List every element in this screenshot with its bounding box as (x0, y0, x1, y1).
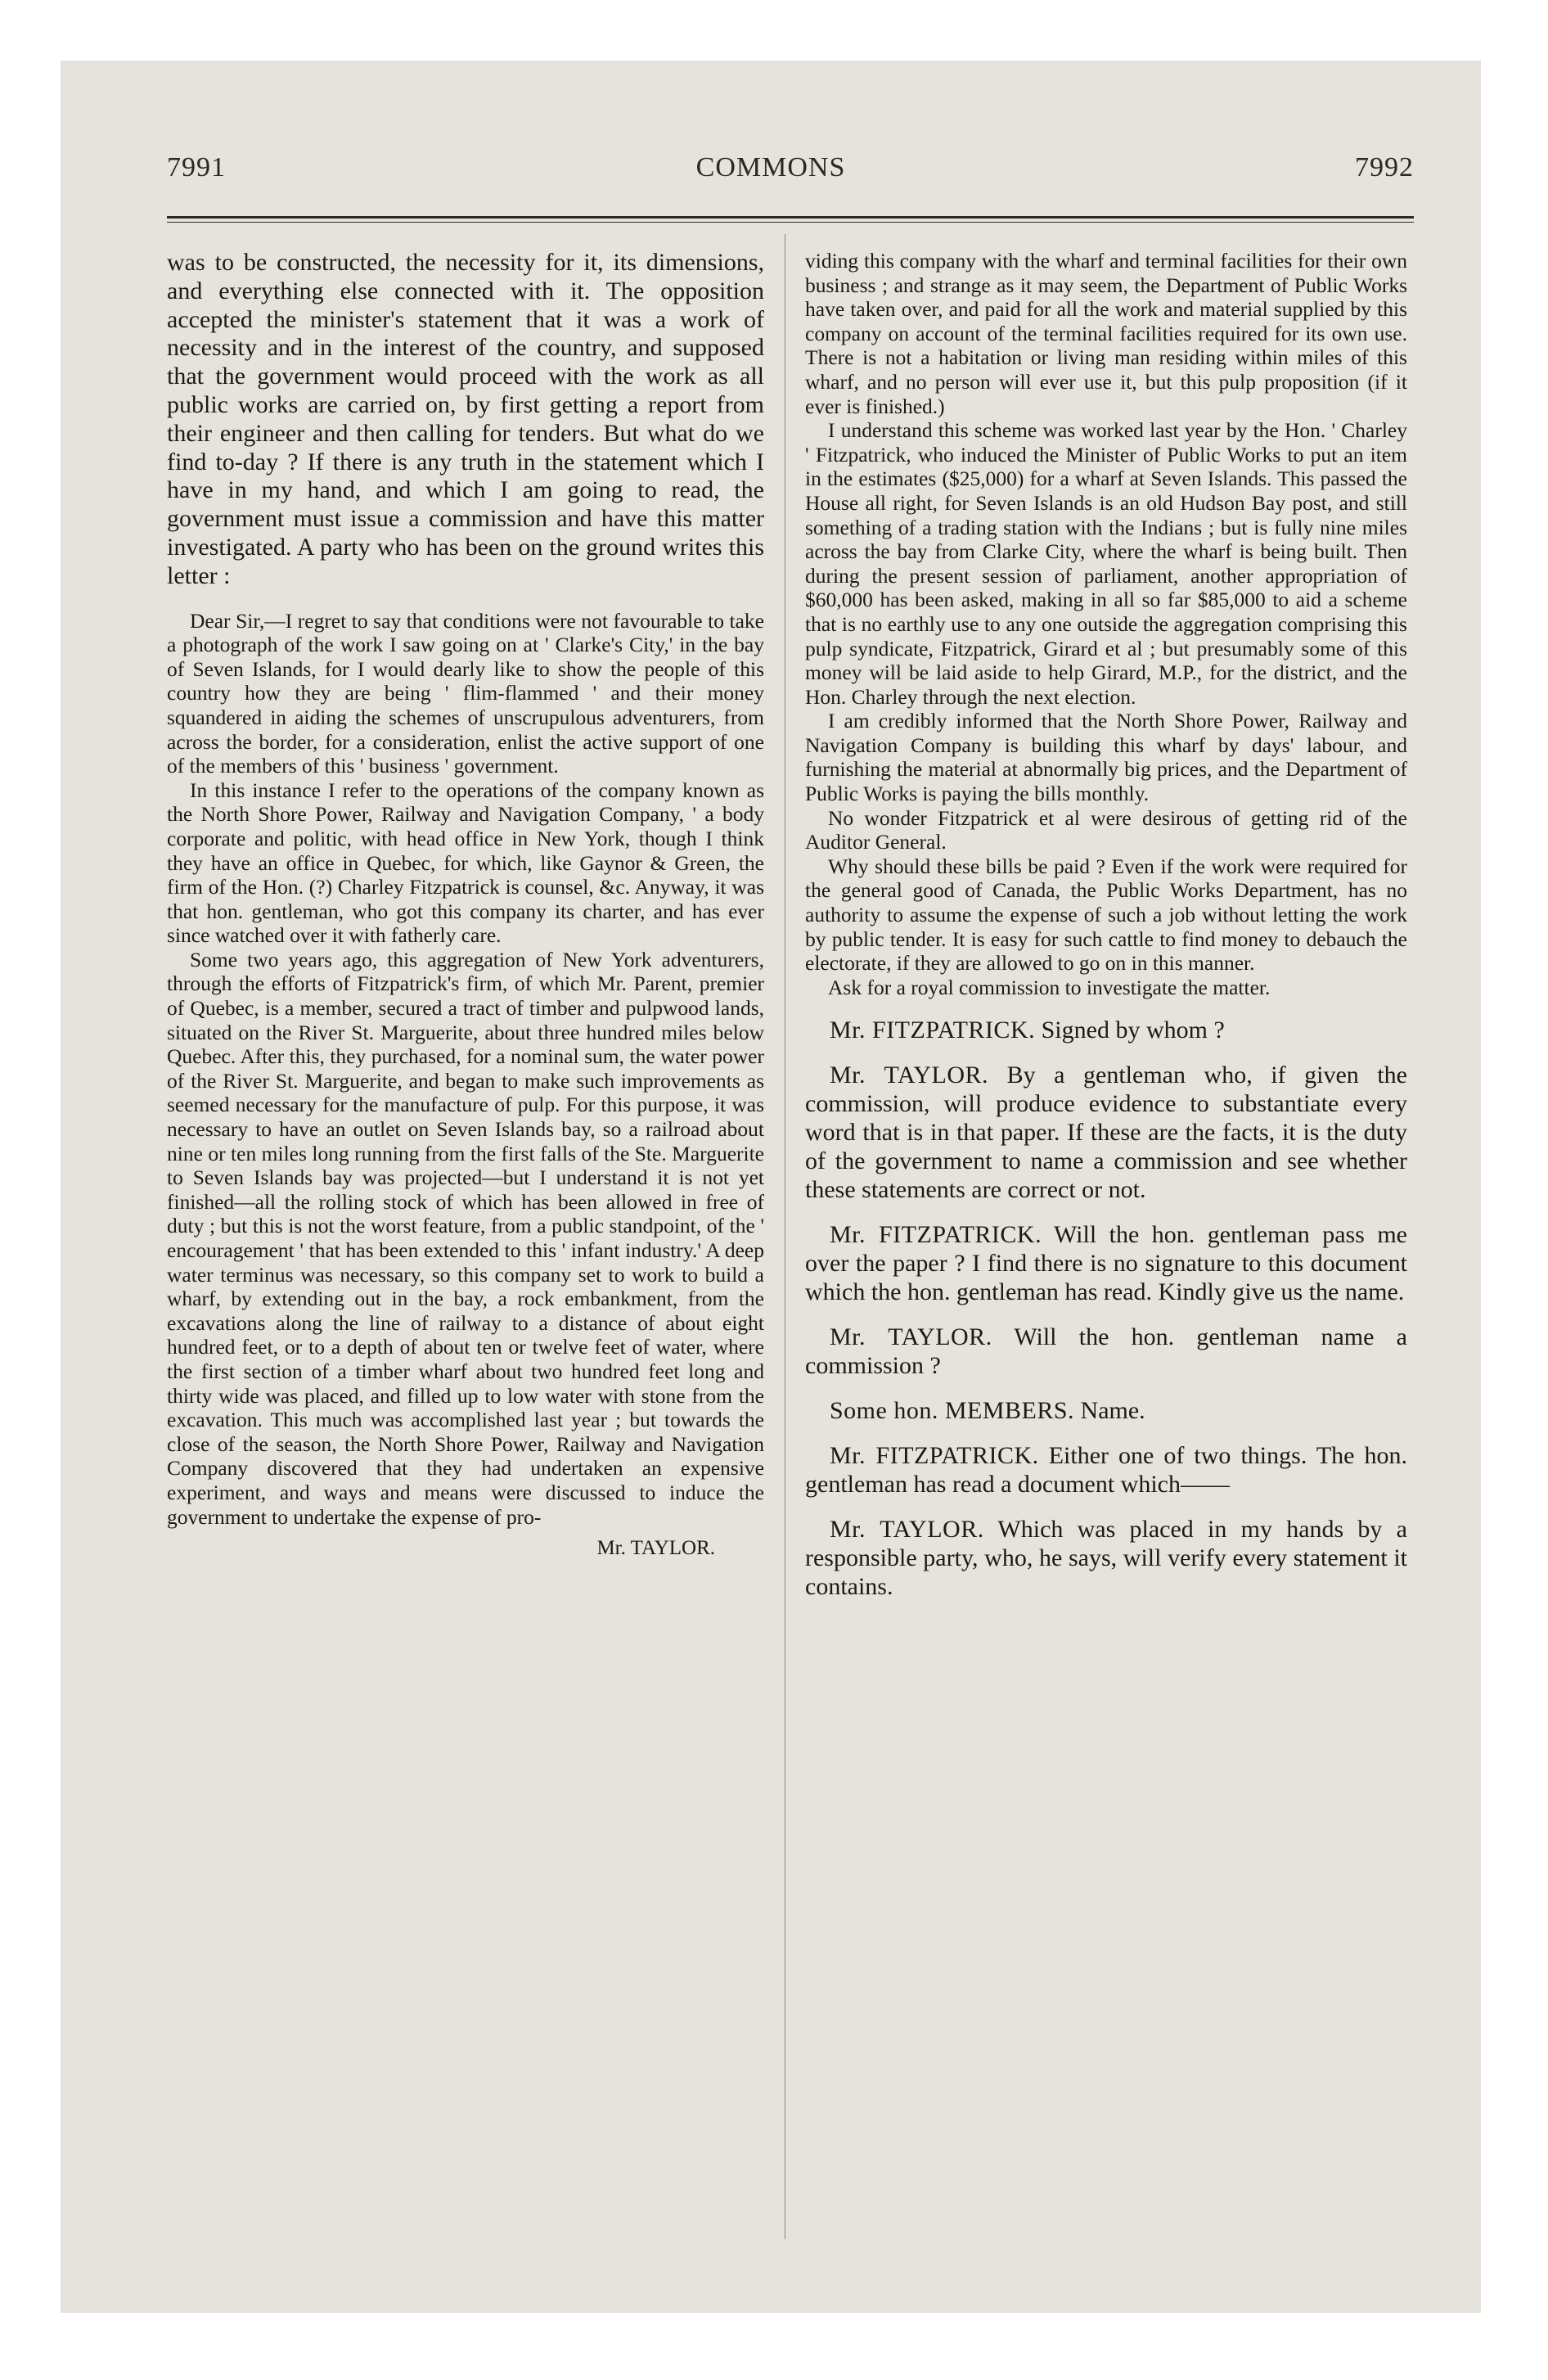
letter-continuation: viding this company with the wharf and terminal facilities for their own business ; and strange as it may seem, the Department of Public Works have taken over, and paid for all the work and material supplied by this company on account of the terminal facilities required for its own use. There is not a habitation or living man residing within miles of this wharf, and no person will ever use it, but this pulp proposition (if it ever is finished.) (805, 249, 1407, 418)
speech-paragraph (805, 1515, 1407, 1601)
letter-paragraph: Why should these bills be paid ? Even if the work were required for the general good of Canada, the Public Works Department, has no authority to assume the expense of such a job without letting the work by public tender. It is easy for such cattle to find money to debauch the electorate, if they are allowed to go on in this manner. (805, 854, 1407, 976)
letter-paragraph: Dear Sir,—I regret to say that conditions were not favourable to take a photograph of the work I saw going on at ' Clarke's City,' in the bay of Seven Islands, for I would dearly like to show the people of this country how they are being ' flim-flammed ' and their money squandered in aiding the schemes of unscrupulous adventurers, from across the border, for a consideration, enlist the active support of one of the members of this ' business ' government. (167, 608, 764, 778)
catchword: Mr. TAYLOR. (596, 1537, 715, 1560)
speech-paragraph (805, 1061, 1407, 1204)
speaker-name: Mr. FITZPATRICK. (830, 1016, 1036, 1044)
letter-paragraph: I am credibly informed that the North Shore Power, Railway and Navigation Company is building this wharf by days' labour, and furnishing the material at abnormally big prices, and the Department of Public Works is paying the bills monthly. (805, 709, 1407, 806)
speech-text: Which was placed in my hands by a responsible party, who, he says, will verify every statement it contains. (805, 1516, 1407, 1601)
speaker-name: Some hon. MEMBERS. (830, 1397, 1075, 1425)
speaker-name: Mr. FITZPATRICK. (830, 1221, 1042, 1249)
speech-text: Signed by whom ? (1041, 1016, 1225, 1044)
speaker-name: Mr. FITZPATRICK. (830, 1442, 1039, 1470)
speaker-name: Mr. TAYLOR. (830, 1323, 992, 1351)
header-rule-thin (167, 222, 1414, 223)
speech-text: Will the hon. gentleman pass me over the paper ? I find there is no signature to this document which the hon. gentleman has read. Kindly give us the name. (805, 1221, 1407, 1306)
page-number-right: 7992 (1355, 152, 1414, 183)
speaker-name: Mr. TAYLOR. (830, 1516, 984, 1544)
speech-paragraph (805, 1396, 1407, 1425)
page-title: COMMONS (695, 152, 846, 183)
letter-paragraph: Ask for a royal commission to investigate the matter. (828, 975, 1271, 999)
left-column (167, 249, 764, 1560)
speech-paragraph (805, 1323, 1407, 1380)
right-column (805, 249, 1407, 1601)
speech-text: Name. (1080, 1397, 1145, 1425)
scanned-page (61, 61, 1481, 2313)
speech-text: By a gentleman who, if given the commission, will produce evidence to substantiate every word that is in that paper. If these are the facts, it is the duty of the government to name a commission and see whether these statements are correct or not. (805, 1062, 1408, 1204)
header-rule-thick (167, 216, 1414, 219)
speaker-name: Mr. TAYLOR. (830, 1062, 989, 1089)
speech-paragraph (805, 1220, 1407, 1306)
letter-paragraph: Some two years ago, this aggregation of New York adventurers, through the efforts of Fitzpatrick's firm, of which Mr. Parent, premier of Quebec, is a member, secured a tract of timber and pulpwood lands, situated on the River St. Marguerite, about three hundred miles below Quebec. After this, they purchased, for a nominal sum, the water power of the River St. Marguerite, and began to make such improvements as seemed necessary for the manufacture of pulp. For this purpose, it was necessary to have an outlet on Seven Islands bay, so a railroad about nine or ten miles long running from the first falls of the Ste. Marguerite to Seven Islands bay was projected—but I understand it is not yet finished—all the rolling stock of which has been allowed in free of duty ; but this is not the worst feature, from a public standpoint, of the ' encouragement ' that has been extended to this ' infant industry.' A deep water terminus was necessary, so this company set to work to build a wharf, by extending out in the bay, a rock embankment, from the excavations along the line of railway to a distance of about eight hundred feet, or to a depth of about ten or twelve feet of water, where the first section of a timber wharf about two hundred feet long and thirty wide was placed, and filled up to low water with stone from the excavation. This much was accomplished last year ; but towards the close of the season, the North Shore Power, Railway and Navigation Company discovered that they had undertaken an expensive experiment, and ways and means were discussed to induce the government to undertake the expense of pro- (167, 947, 764, 1529)
letter-paragraph: In this instance I refer to the operations of the company known as the North Shore Power, Railway and Navigation Company, ' a body corporate and politic, with head office in New York, though I think they have an office in Quebec, for which, like Gaynor & Green, the firm of the Hon. (?) Charley Fitzpatrick is counsel, &c. Anyway, it was that hon. gentleman, who got this company its charter, and has ever since watched over it with fatherly care. (167, 778, 764, 948)
speech-paragraph (805, 1016, 1407, 1044)
letter-paragraph: I understand this scheme was worked last year by the Hon. ' Charley ' Fitzpatrick, who induced the Minister of Public Works to put an item in the estimates ($25,000) for a wharf at Seven Islands. This passed the House all right, for Seven Islands is an old Hudson Bay post, and still something of a trading station with the Indians ; but is fully nine miles across the bay from Clarke City, where the wharf is being built. Then during the present session of parliament, another appropriation of $60,000 has been asked, making in all so far $85,000 to aid a scheme that is no earthly use to any one outside the aggregation comprising this pulp syndicate, Fitzpatrick, Girard et al ; but presumably some of this money will be laid aside to help Girard, M.P., for the district, and the Hon. Charley through the next election. (805, 418, 1407, 709)
speech-paragraph (805, 1441, 1407, 1499)
page-number-left: 7991 (167, 152, 226, 183)
letter-paragraph: No wonder Fitzpatrick et al were desirous of getting rid of the Auditor General. (805, 805, 1407, 854)
speech-text: Either one of two things. The hon. gentleman has read a document which—— (805, 1442, 1407, 1499)
intro-paragraph: was to be constructed, the necessity for it, its dimensions, and everything else connected with it. The opposition accepted the minister's statement that it was a work of necessity and in the interest of the country, and supposed that the government would proceed with the work as all public works are carried on, by first getting a report from their engineer and then calling for tenders. But what do we find to-day ? If there is any truth in the statement which I have in my hand, and which I am going to read, the government must issue a commission and have this matter investigated. A party who has been on the ground writes this letter : (167, 249, 764, 589)
speech-text: Will the hon. gentleman name a commission ? (805, 1323, 1407, 1380)
